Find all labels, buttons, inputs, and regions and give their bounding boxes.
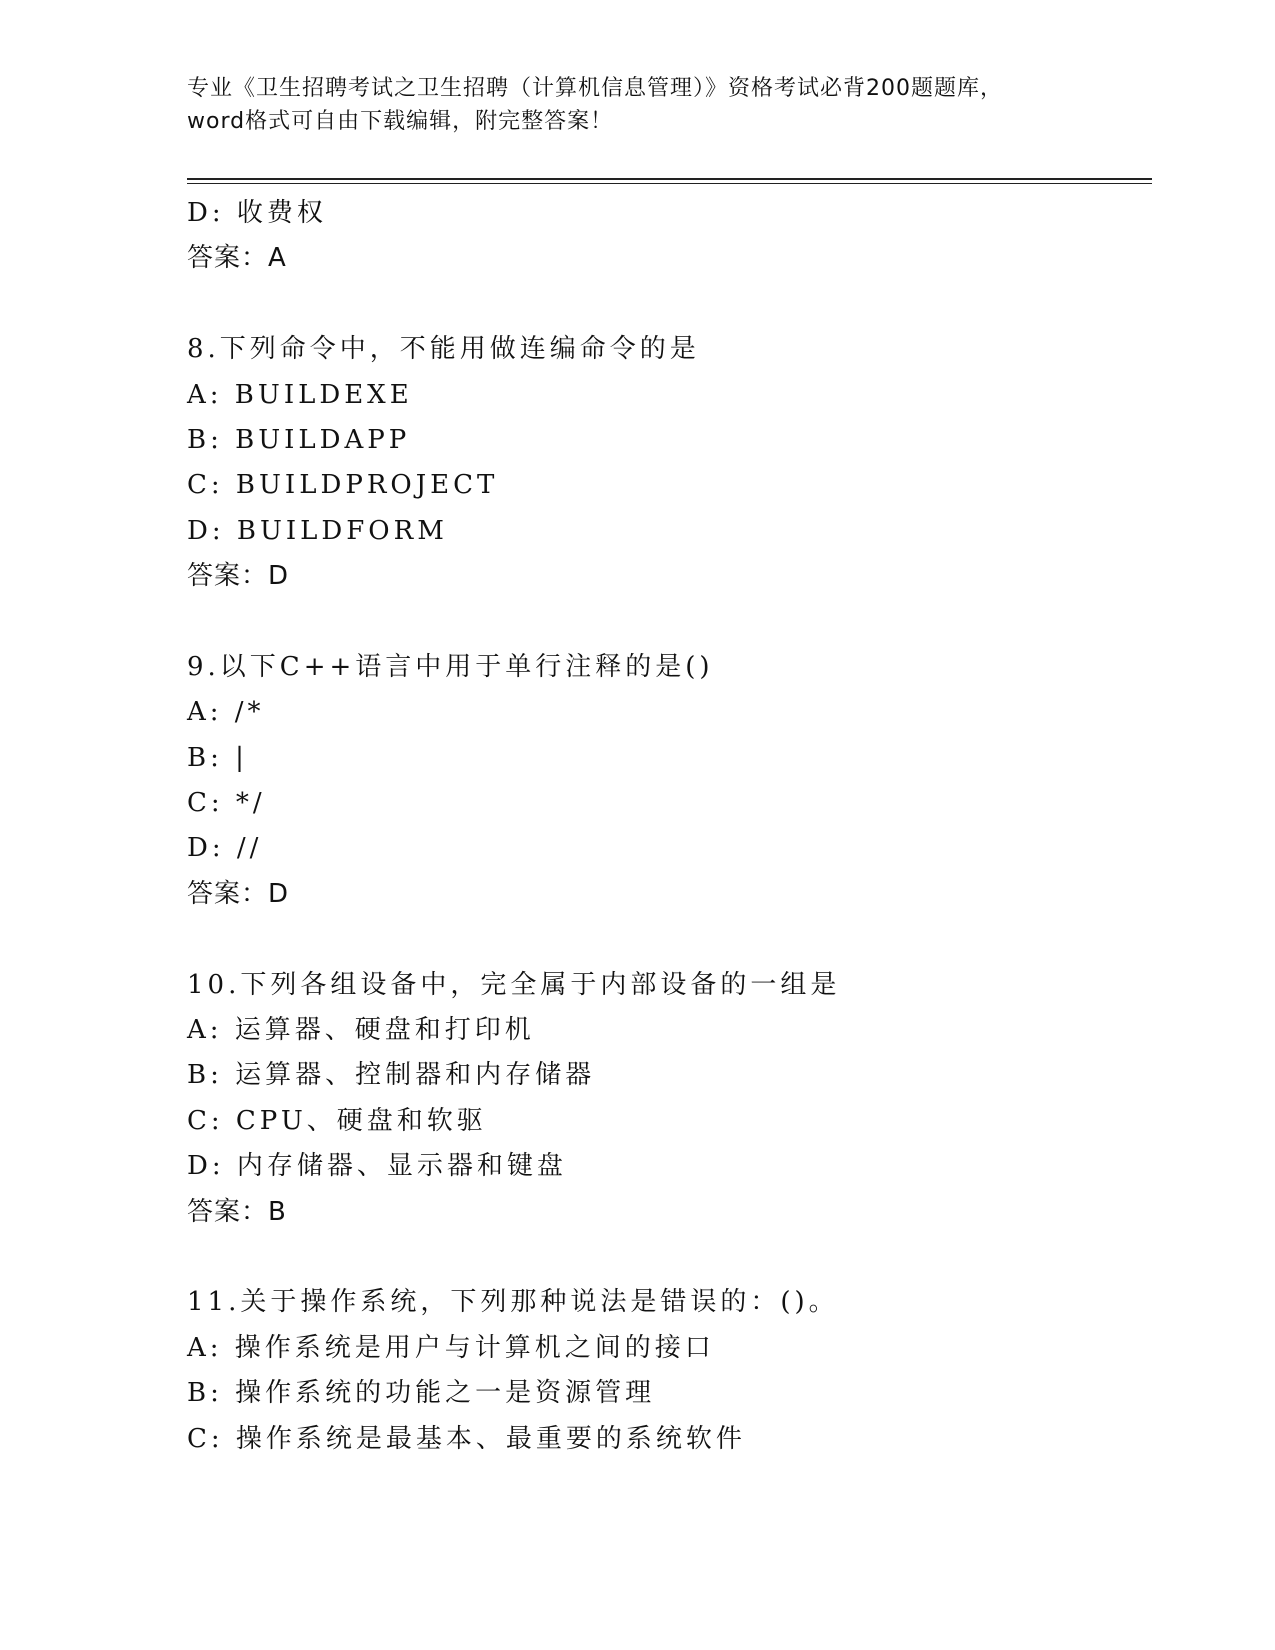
q8-option-d: D: BUILDFORM	[187, 515, 448, 546]
q8-option-a: A: BUILDEXE	[187, 379, 413, 410]
question-list	[187, 191, 1147, 1462]
q9-option-c: C: */	[187, 788, 266, 819]
header-line-2: word格式可自由下载编辑，附完整答案！	[187, 109, 614, 134]
option-d-prev: D: 收费权	[187, 198, 327, 228]
document-header	[187, 72, 1087, 138]
q11-option-c: C: 操作系统是最基本、最重要的系统软件	[187, 1423, 746, 1454]
q8-option-c: C: BUILDPROJECT	[187, 470, 499, 501]
q10-option-a: A: 运算器、硬盘和打印机	[187, 1015, 535, 1046]
question-9: 9.以下C++语言中用于单行注释的是()	[187, 651, 714, 682]
q9-option-a: A: /*	[187, 697, 265, 728]
q11-option-b: B: 操作系统的功能之一是资源管理	[187, 1378, 656, 1409]
q10-option-c: C: CPU、硬盘和软驱	[187, 1105, 487, 1136]
spacer	[187, 600, 1147, 645]
spacer	[187, 282, 1147, 327]
q10-option-b: B: 运算器、控制器和内存储器	[187, 1060, 596, 1091]
q9-answer: 答案：D	[187, 878, 290, 909]
q11-option-a: A: 操作系统是用户与计算机之间的接口	[187, 1332, 715, 1363]
question-8: 8.下列命令中，不能用做连编命令的是	[187, 334, 700, 365]
q10-answer: 答案：B	[187, 1196, 287, 1227]
answer-prev: 答案：A	[187, 243, 287, 274]
header-divider-thin	[187, 183, 1152, 184]
spacer	[187, 1235, 1147, 1280]
question-11: 11.关于操作系统，下列那种说法是错误的：()。	[187, 1287, 839, 1318]
q9-option-d: D: //	[187, 833, 263, 864]
question-10: 10.下列各组设备中，完全属于内部设备的一组是	[187, 969, 841, 1000]
q8-answer: 答案：D	[187, 561, 290, 592]
spacer	[187, 917, 1147, 962]
q8-option-b: B: BUILDAPP	[187, 424, 411, 455]
q9-option-b: B: |	[187, 742, 248, 773]
header-line-1: 专业《卫生招聘考试之卫生招聘（计算机信息管理）》资格考试必背200题题库，	[187, 76, 1003, 101]
q10-option-d: D: 内存储器、显示器和键盘	[187, 1151, 567, 1182]
header-divider	[187, 178, 1152, 180]
